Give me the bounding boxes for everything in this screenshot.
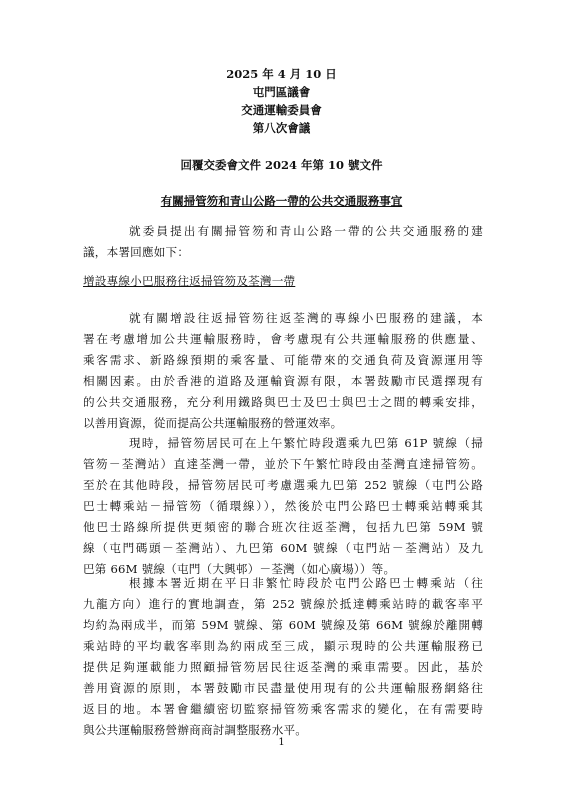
subject-title: 有關掃管笏和青山公路一帶的公共交通服務事宜 — [160, 194, 403, 208]
paragraph-line: 線（屯門碼頭－荃灣站）、九巴第 60M 號線（屯門站－荃灣站）及九 — [83, 541, 483, 555]
paragraph-line: 至於在其他時段，掃管笏居民可考慮選乘九巴第 252 號線（屯門公路 — [83, 478, 483, 492]
paragraph-line: 相關因素。由於香港的道路及運輸資源有限，本署鼓勵市民選擇現有 — [83, 374, 483, 388]
paragraph-line: 返目的地。本署會繼續密切監察掃管笏乘客需求的變化，在有需要時 — [83, 702, 483, 716]
paragraph-line: 巴第 66M 號線（屯門（大興邨）－荃灣（如心廣場））等。 — [83, 562, 396, 576]
paragraph-line: 乘站時的平均載客率則為約兩成至三成，顯示現時的公共運輸服務已 — [83, 639, 483, 653]
paragraph-line: 均約為兩成半，而第 59M 號線、第 60M 號線及第 66M 號線於離開轉 — [83, 618, 483, 632]
paragraph-line: 與公共運輸服務營辦商商討調整服務水平。 — [83, 723, 308, 737]
paragraph-line: 提供足夠運載能力照顧掃管笏居民往返荃灣的乘車需要。因此，基於 — [83, 660, 483, 674]
intro-line: 就委員提出有關掃管笏和青山公路一帶的公共交通服務的建 — [129, 224, 483, 238]
reply-title: 回覆交委會文件 2024 年第 10 號文件 — [180, 158, 383, 172]
meeting-number: 第八次會議 — [252, 121, 311, 135]
paragraph-line: 就有關增設往返掃管笏往返荃灣的專線小巴服務的建議，本 — [129, 311, 483, 325]
paragraph-1 — [83, 308, 483, 434]
paragraph-line: 九龍方向）進行的實地調查，第 252 號線於抵達轉乘站時的載客率平 — [83, 597, 483, 611]
intro-paragraph — [83, 221, 483, 263]
paragraph-line: 以善用資源，從而提高公共運輸服務的營運效率。 — [83, 416, 343, 430]
page-number: 1 — [278, 737, 285, 748]
paragraph-line: 署在考慮增加公共運輸服務時，會考慮現有公共運輸服務的供應量、 — [83, 332, 483, 346]
paragraph-3 — [83, 573, 483, 741]
meeting-date: 2025 年 4 月 10 日 — [226, 67, 337, 81]
section-heading: 增設專線小巴服務往返掃管笏及荃灣一帶 — [83, 274, 296, 288]
paragraph-line: 根據本署近期在平日非繁忙時段於屯門公路巴士轉乘站（往 — [129, 576, 483, 590]
paragraph-line: 乘客需求、新路線預期的乘客量、可能帶來的交通負荷及資源運用等 — [83, 353, 483, 367]
intro-line: 議，本署回應如下： — [83, 245, 190, 259]
paragraph-line: 他巴士路線所提供更頻密的聯合班次往返荃灣，包括九巴第 59M 號 — [83, 520, 483, 534]
committee-name: 交通運輸委員會 — [241, 103, 322, 117]
paragraph-line: 善用資源的原則，本署鼓勵市民盡量使用現有的公共運輸服務網絡往 — [83, 681, 483, 695]
paragraph-line: 現時，掃管笏居民可在上午繁忙時段選乘九巴第 61P 號線（掃 — [129, 436, 483, 450]
paragraph-line: 的公共交通服務，充分利用鐵路與巴士及巴士與巴士之間的轉乘安排， — [83, 395, 483, 409]
paragraph-line: 管笏－荃灣站）直達荃灣一帶，並於下午繁忙時段由荃灣直達掃管笏。 — [83, 457, 483, 471]
council-name: 屯門區議會 — [252, 85, 311, 99]
paragraph-2 — [83, 433, 483, 580]
paragraph-line: 巴士轉乘站－掃管笏（循環線）），然後於屯門公路巴士轉乘站轉乘其 — [83, 499, 483, 513]
